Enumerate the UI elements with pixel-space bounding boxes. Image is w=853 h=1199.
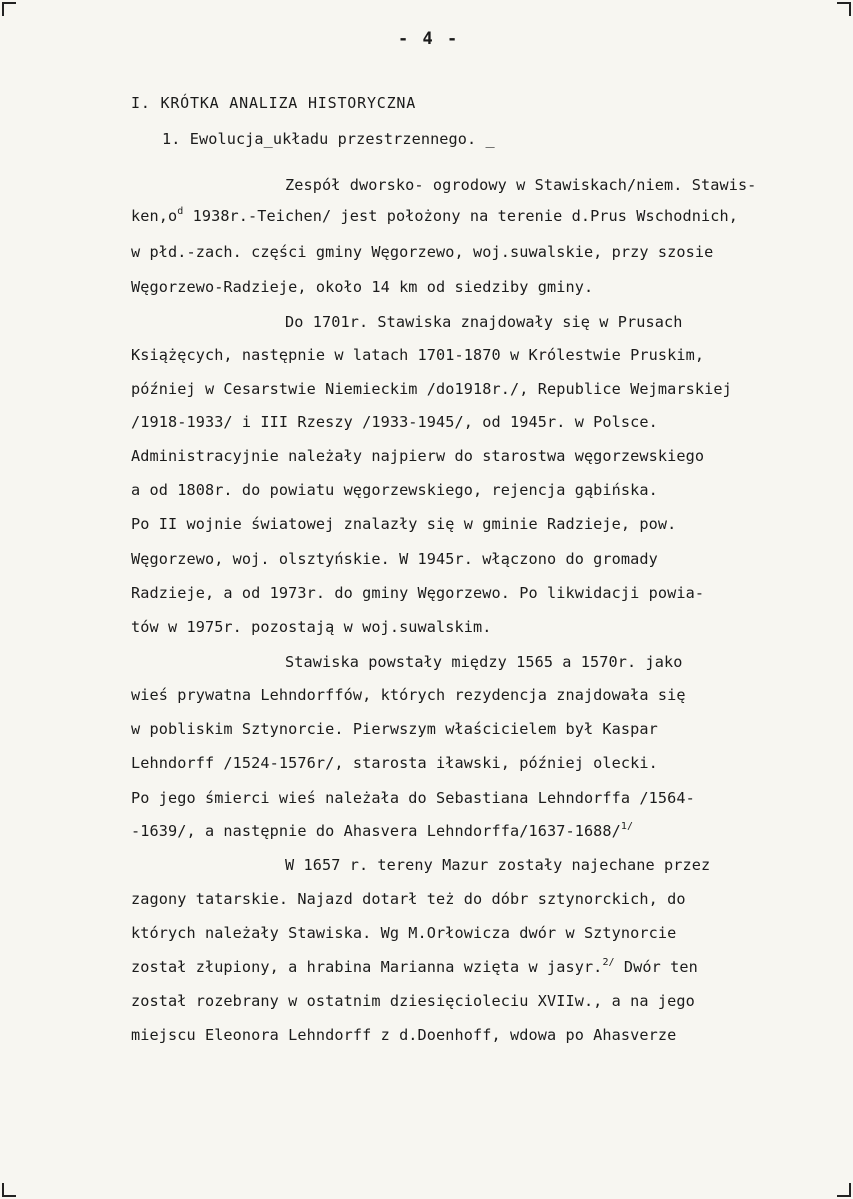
corner-mark xyxy=(2,1183,16,1197)
text-line: tów w 1975r. pozostają w woj.suwalskim. xyxy=(131,618,492,636)
text-line: W 1657 r. tereny Mazur zostały najechane przez xyxy=(285,856,711,874)
text-line: Książęcych, następnie w latach 1701-1870 w Królestwie Pruskim, xyxy=(131,346,705,364)
text-line: Do 1701r. Stawiska znajdowały się w Prusach xyxy=(285,313,683,331)
section-heading: I. KRÓTKA ANALIZA HISTORYCZNA xyxy=(131,94,417,112)
text-line: /1918-1933/ i III Rzeszy /1933-1945/, od 1945r. w Polsce. xyxy=(131,413,658,431)
text-line: Stawiska powstały między 1565 a 1570r. jako xyxy=(285,653,683,671)
text-line: został złupiony, a hrabina Marianna wzięta w jasyr.$^{2/}$ Dwór ten xyxy=(131,957,698,976)
text-line: został rozebrany w ostatnim dziesięcioleciu XVIIw., a na jego xyxy=(131,992,695,1010)
text-line: Węgorzewo-Radzieje, około 14 km od siedziby gminy. xyxy=(131,278,594,296)
text-line: Administracyjnie należały najpierw do starostwa węgorzewskiego xyxy=(131,447,705,465)
text-line: Węgorzewo, woj. olsztyńskie. W 1945r. włączono do gromady xyxy=(131,550,658,568)
page-number: - 4 - xyxy=(398,29,460,49)
text-line: Zespół dworsko- ogrodowy w Stawiskach/niem. Stawis- xyxy=(285,176,757,194)
text-line: Lehndorff /1524-1576r/, starosta iławski, później olecki. xyxy=(131,754,658,772)
text-line: Radzieje, a od 1973r. do gminy Węgorzewo. Po likwidacji powia- xyxy=(131,584,705,602)
subsection-heading: 1. Ewolucja_układu przestrzennego. _ xyxy=(162,130,495,148)
text-line: Po jego śmierci wieś należała do Sebastiana Lehndorffa /1564- xyxy=(131,789,695,807)
corner-mark xyxy=(837,1183,851,1197)
text-line: $ken,o^d$ 1938r.-Teichen/ jest położony na terenie d.Prus Wschodnich, xyxy=(131,206,738,225)
text-line: Po II wojnie światowej znalazły się w gminie Radzieje, pow. xyxy=(131,515,677,533)
text-line: a od 1808r. do powiatu węgorzewskiego, rejencja gąbińska. xyxy=(131,481,658,499)
corner-mark xyxy=(2,2,16,16)
text-line: -1639/, a następnie do Ahasvera Lehndorffa/1637-1688/$^{1/}$ xyxy=(131,821,634,840)
text-line: później w Cesarstwie Niemieckim /do1918r./, Republice Wejmarskiej xyxy=(131,380,732,398)
text-line: w płd.-zach. części gminy Węgorzewo, woj.suwalskie, przy szosie xyxy=(131,243,714,261)
text-line: zagony tatarskie. Najazd dotarł też do dóbr sztynorckich, do xyxy=(131,890,686,908)
text-line: miejscu Eleonora Lehndorff z d.Doenhoff, wdowa po Ahasverze xyxy=(131,1026,677,1044)
text-line: wieś prywatna Lehndorffów, których rezydencja znajdowała się xyxy=(131,686,686,704)
text-line: których należały Stawiska. Wg M.Orłowicza dwór w Sztynorcie xyxy=(131,924,677,942)
text-line: w pobliskim Sztynorcie. Pierwszym właścicielem był Kaspar xyxy=(131,720,658,738)
corner-mark xyxy=(837,2,851,16)
